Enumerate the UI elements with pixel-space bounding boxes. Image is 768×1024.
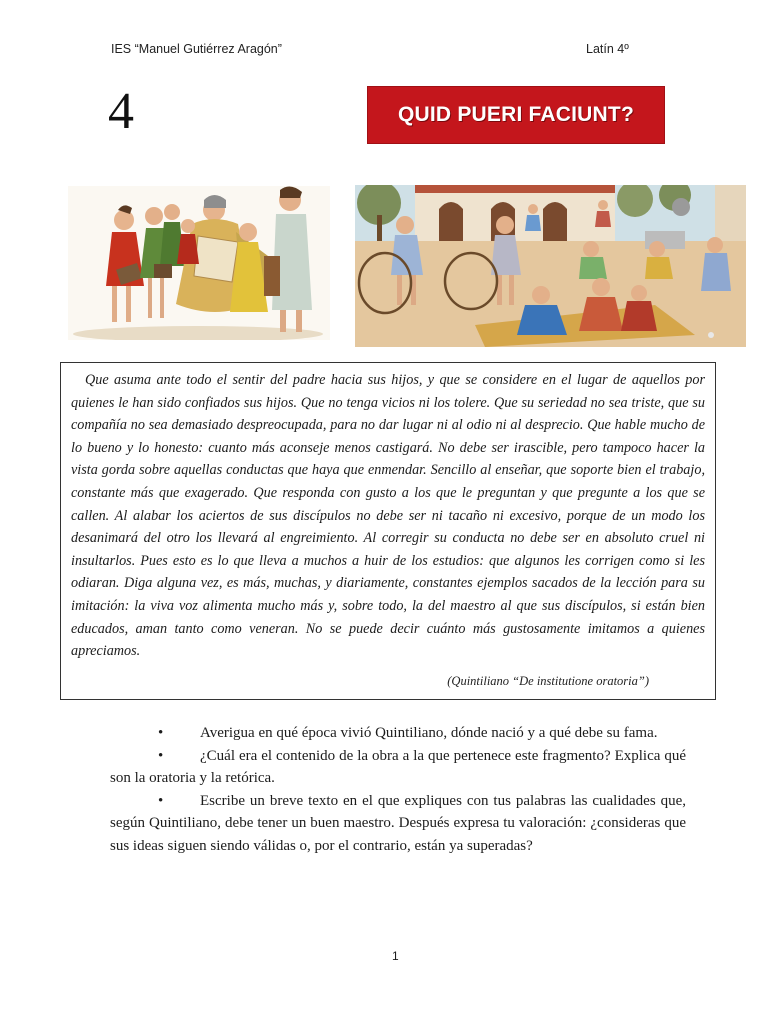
question-text: Escribe un breve texto en el que expliques con tus palabras las cualidades que, según Quintiliano, debe tener un buen maestro. Después expresa tu valoración: ¿consideras que sus ideas siguen siendo válidas o, por el contrario, están ya superadas? bbox=[110, 792, 686, 854]
quote-text: Que asuma ante todo el sentir del padre hacia sus hijos, y que se considere en el lugar de aquellos por quienes le han sido confiados sus hijos. Que no tenga vicios ni los tolere. Que su seriedad no sea triste, que su compañía no sea demasiado despreocupada, para no dar lugar ni al odio ni al desprecio. Que hable mucho de lo bueno y lo honesto: cuanto más aconseje menos castigará. No debe ser irascible, pero tampoco hacer la vista gorda sobre aquellas conductas que haya que enmendar. Sencillo al enseñar, que soporte bien el trabajo, constante más que exagerado. Que responda con gusto a los que le preguntan y que pregunte a los que se callen. Al alabar los aciertos de sus discípulos no debe ser ni tacaño ni excesivo, porque de un modo los desanimará del otro los llevará al engreimiento. Al corregir su conducta no debe ser en absoluto cruel ni insultarlos. Pues esto es lo que lleva a muchos a huir de los estudios: que algunos les corrigen como si les odiaran. Diga alguna vez, es más, muchas, y diariamente, constantes ejemplos sacados de la lección para su imitación: la viva voz alimenta mucho más y, sobre todo, la del maestro al que sus discípulos, si están bien educados, aman tanto como veneran. No se puede decir cuánto más gustosamente imitamos a quienes apreciamos. bbox=[71, 372, 705, 660]
title-banner bbox=[367, 86, 665, 144]
question-list bbox=[110, 722, 686, 858]
children-playing-drawing bbox=[355, 185, 746, 347]
unit-number: 4 bbox=[108, 83, 134, 140]
illustration-children-playing bbox=[355, 185, 746, 347]
bullet: • bbox=[158, 747, 164, 764]
question-item bbox=[110, 722, 686, 745]
quote-box bbox=[60, 362, 716, 700]
quote-citation: (Quintiliano “De institutione oratoria”) bbox=[447, 674, 649, 688]
question-text: Averigua en qué época vivió Quintiliano, dónde nació y a qué debe su fama. bbox=[200, 725, 658, 741]
illustration-teacher-with-pupils bbox=[68, 186, 330, 340]
question-item bbox=[110, 745, 686, 790]
question-text: ¿Cuál era el contenido de la obra a la que pertenece este fragmento? Explica qué son la oratoria y la retórica. bbox=[110, 747, 686, 787]
page-number: 1 bbox=[392, 949, 399, 963]
bullet: • bbox=[158, 725, 164, 741]
title-banner-text: QUID PUERI FACIUNT? bbox=[398, 103, 634, 126]
header-course-name: Latín 4º bbox=[586, 42, 629, 56]
question-item bbox=[110, 790, 686, 858]
bullet: • bbox=[158, 792, 164, 809]
teacher-pupils-drawing bbox=[68, 186, 330, 340]
header-school-name: IES “Manuel Gutiérrez Aragón” bbox=[111, 42, 282, 56]
